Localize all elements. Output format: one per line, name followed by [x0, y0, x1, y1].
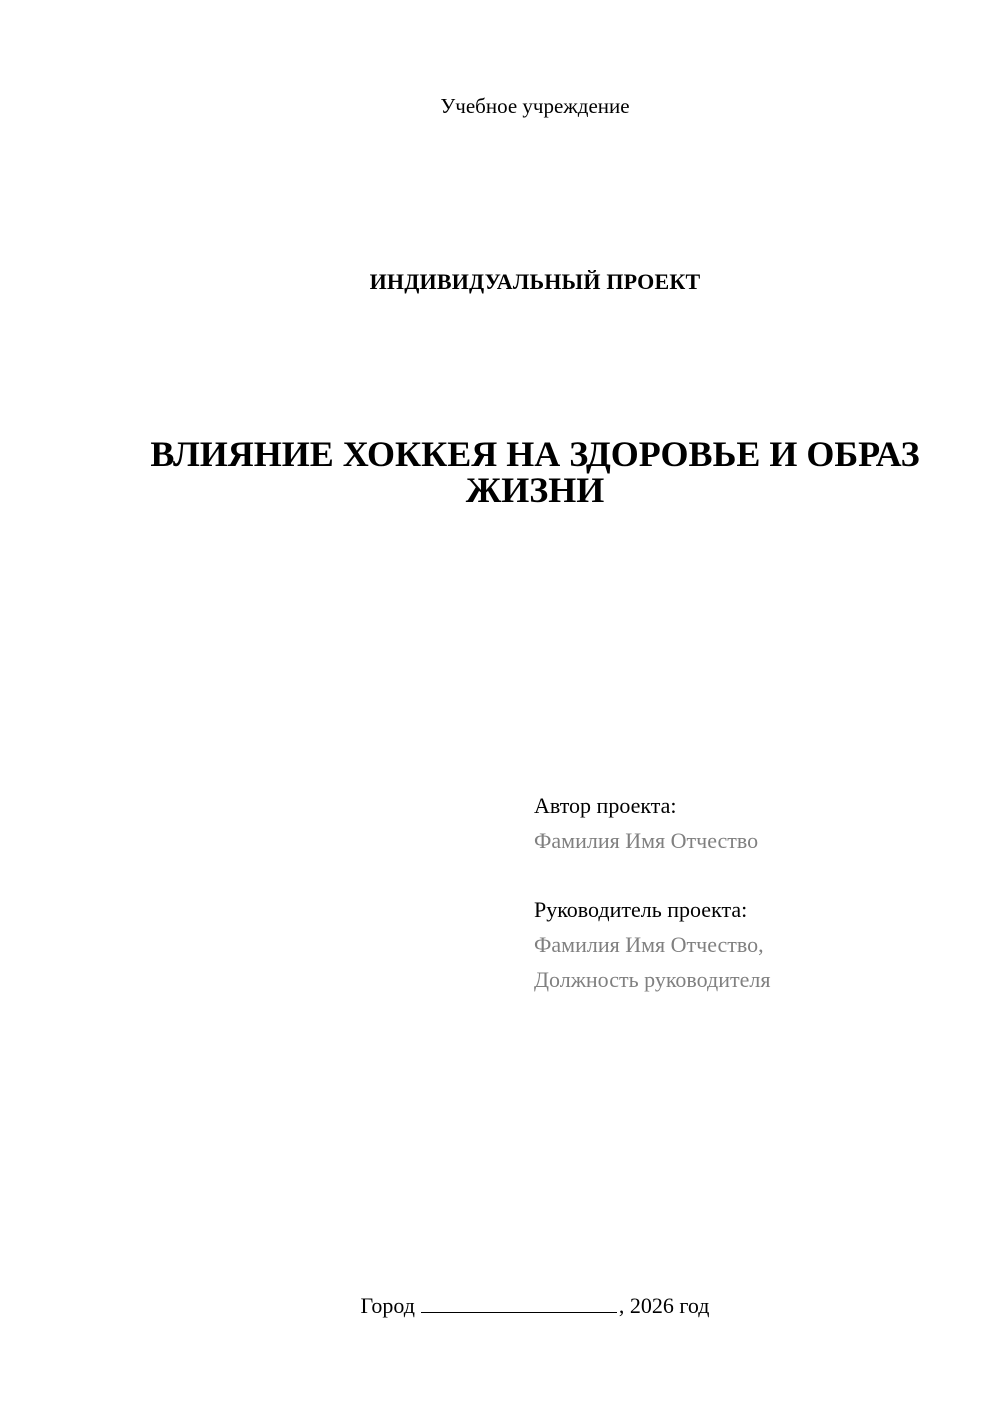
institution-name: Учебное учреждение: [440, 94, 630, 118]
credits-block: [534, 788, 974, 997]
author-name: Фамилия Имя Отчество: [534, 828, 759, 853]
project-title: ВЛИЯНИЕ ХОККЕЯ НА ЗДОРОВЬЕ И ОБРАЗ ЖИЗНИ: [150, 434, 920, 510]
city-label: Город: [360, 1293, 415, 1318]
credits-spacer: [534, 858, 974, 892]
project-type-heading: ИНДИВИДУАЛЬНЫЙ ПРОЕКТ: [369, 269, 701, 294]
footer-city-year: [0, 1290, 1000, 1321]
author-label: Автор проекта:: [534, 793, 677, 818]
city-blank-line: [421, 1290, 617, 1313]
supervisor-position: Должность руководителя: [534, 967, 771, 992]
supervisor-name: Фамилия Имя Отчество,: [534, 932, 764, 957]
year-text: , 2026 год: [618, 1293, 710, 1318]
supervisor-label: Руководитель проекта:: [534, 897, 748, 922]
